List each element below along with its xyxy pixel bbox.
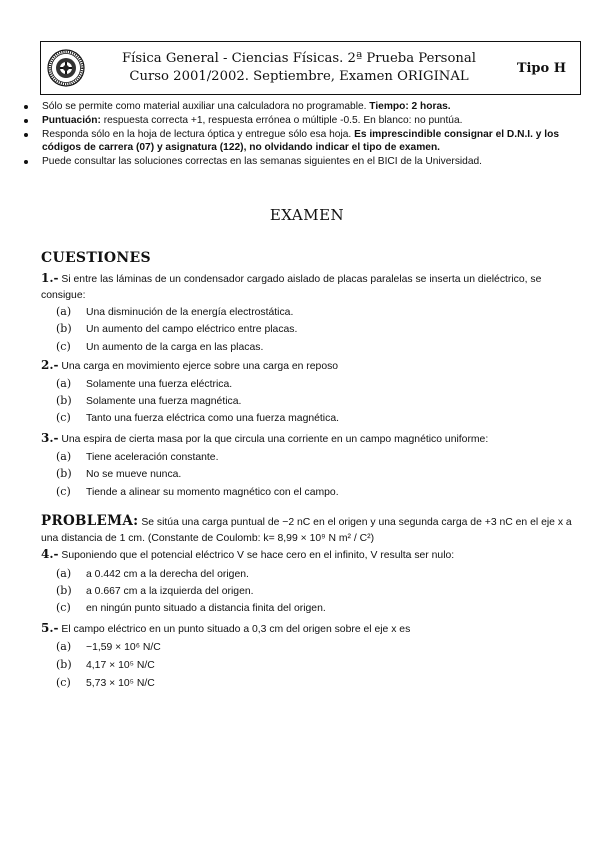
option-label: (a) — [56, 305, 72, 318]
option-label: (a) — [56, 377, 72, 390]
option-2a — [56, 377, 576, 392]
question-number: 5.- — [41, 621, 59, 635]
instruction-text: Responda sólo en la hoja de lectura óptica y entregue sólo esa hoja. — [42, 129, 352, 140]
option-label: (b) — [56, 658, 72, 671]
option-4a — [56, 567, 576, 582]
option-1b — [56, 322, 576, 337]
instruction-text: Puede consultar las soluciones correctas en las semanas siguientes en el BICI de la Universidad. — [42, 156, 482, 167]
instruction-bold-text: Puntuación: — [42, 115, 101, 126]
exam-heading: EXAMEN — [269, 206, 345, 224]
problem-label: PROBLEMA: — [41, 513, 139, 529]
question-number: 4.- — [41, 547, 59, 561]
question-number: 2.- — [41, 358, 59, 372]
option-label: (b) — [56, 394, 72, 407]
option-1a — [56, 305, 576, 320]
option-label: (a) — [56, 567, 72, 580]
instruction-item — [22, 100, 582, 113]
option-text: −1,59 × 10⁶ N/C — [86, 642, 161, 653]
instruction-item — [22, 155, 582, 168]
option-label: (b) — [56, 322, 72, 335]
question-number: 3.- — [41, 431, 59, 445]
question-text: Suponiendo que el potencial eléctrico V se hace cero en el infinito, V resulta ser nulo: — [58, 550, 455, 561]
question-5 — [41, 620, 581, 638]
question-number: 1.- — [41, 271, 59, 285]
option-text: a 0.667 cm a la izquierda del origen. — [86, 586, 254, 597]
option-text: Una disminución de la energía electrostática. — [86, 307, 294, 318]
problem-statement — [41, 513, 581, 547]
problem-text: Se sitúa una carga puntual de −2 nC en el origen y una segunda carga de +3 nC en el eje x a una distancia de 1 cm. (Constante de Coulomb: k= 8,99 × 10⁹ N m² / C²) — [41, 517, 572, 544]
option-3c — [56, 485, 576, 500]
option-label: (c) — [56, 485, 71, 498]
instructions-list — [22, 100, 582, 169]
option-label: (b) — [56, 584, 72, 597]
instruction-item — [22, 114, 582, 127]
instruction-bold-text: Es imprescindible consignar el D.N.I. y los códigos de carrera (07) y asignatura (122), no olvidando indicar el tipo de examen. — [42, 129, 560, 153]
option-5c — [56, 676, 576, 691]
option-3b — [56, 467, 576, 482]
question-text: Si entre las láminas de un condensador cargado aislado de placas paralelas se inserta un dieléctrico, se consigue: — [41, 274, 542, 301]
option-text: Tanto una fuerza eléctrica como una fuerza magnética. — [86, 413, 339, 424]
question-text: Una carga en movimiento ejerce sobre una carga en reposo — [58, 361, 339, 372]
option-text: Tiende a alinear su momento magnético con el campo. — [86, 487, 339, 498]
header-line-2: Curso 2001/2002. Septiembre, Examen ORIGINAL — [129, 69, 469, 84]
option-label: (c) — [56, 340, 71, 353]
option-4c — [56, 601, 576, 616]
option-text: 4,17 × 10⁵ N/C — [86, 660, 155, 671]
university-seal-icon — [47, 49, 85, 87]
exam-type-label: Tipo H — [516, 61, 566, 76]
question-3 — [41, 430, 581, 448]
option-text: 5,73 × 10⁵ N/C — [86, 678, 155, 689]
option-text: a 0.442 cm a la derecha del origen. — [86, 569, 249, 580]
option-label: (a) — [56, 640, 72, 653]
option-text: Solamente una fuerza eléctrica. — [86, 379, 233, 390]
question-text: Una espira de cierta masa por la que circula una corriente en un campo magnético uniforme: — [58, 434, 489, 445]
option-4b — [56, 584, 576, 599]
instruction-text: Sólo se permite como material auxiliar una calculadora no programable. — [42, 101, 367, 112]
instruction-bold-text: Tiempo: 2 horas. — [366, 101, 451, 112]
option-label: (c) — [56, 601, 71, 614]
instruction-item — [22, 128, 582, 154]
option-label: (a) — [56, 450, 72, 463]
option-label: (c) — [56, 411, 71, 424]
option-text: en ningún punto situado a distancia finita del origen. — [86, 603, 326, 614]
exam-title-block — [109, 50, 489, 86]
question-1 — [41, 270, 581, 304]
option-text: Un aumento del campo eléctrico entre placas. — [86, 324, 298, 335]
option-text: No se mueve nunca. — [86, 469, 182, 480]
exam-header — [40, 41, 581, 95]
question-4 — [41, 546, 581, 564]
option-label: (c) — [56, 676, 71, 689]
header-line-1: Física General - Ciencias Físicas. 2ª Prueba Personal — [122, 51, 476, 66]
option-text: Solamente una fuerza magnética. — [86, 396, 242, 407]
option-2c — [56, 411, 576, 426]
option-1c — [56, 340, 576, 355]
option-text: Un aumento de la carga en las placas. — [86, 342, 264, 353]
instruction-text: respuesta correcta +1, respuesta errónea o múltiple -0.5. En blanco: no puntúa. — [100, 115, 463, 126]
option-label: (b) — [56, 467, 72, 480]
option-3a — [56, 450, 576, 465]
option-5b — [56, 658, 576, 673]
option-text: Tiene aceleración constante. — [86, 452, 219, 463]
question-2 — [41, 357, 581, 375]
option-5a — [56, 640, 576, 655]
option-2b — [56, 394, 576, 409]
section-heading-cuestiones: CUESTIONES — [41, 250, 151, 266]
question-text: El campo eléctrico en un punto situado a 0,3 cm del origen sobre el eje x es — [58, 624, 411, 635]
